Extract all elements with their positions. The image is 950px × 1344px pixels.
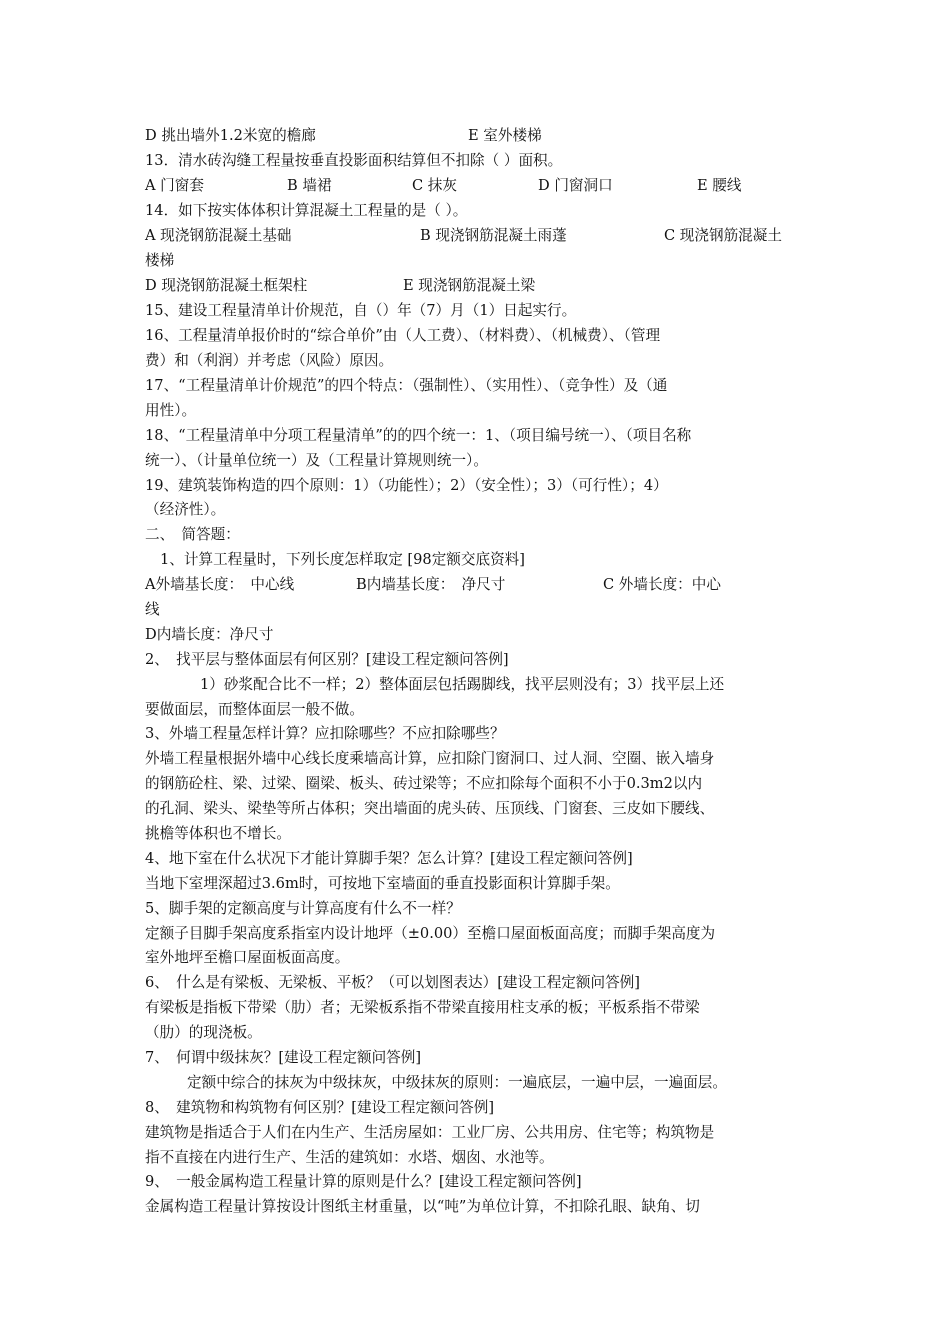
s8-title: 8、 建筑物和构筑物有何区别？[建设工程定额问答例]: [145, 1099, 495, 1116]
s8-answer-line-1: 建筑物是指适合于人们在内生产、生活房屋如：工业厂房、公共用房、住宅等；构筑物是: [145, 1124, 715, 1141]
s2-title: 2、 找平层与整体面层有何区别？[建设工程定额问答例]: [145, 651, 509, 668]
q14-option-e: E 现浇钢筋混凝土梁: [403, 277, 536, 294]
q12-option-e: E 室外楼梯: [468, 127, 542, 144]
s1-option-d: D内墙长度：净尺寸: [145, 626, 274, 643]
s9-title: 9、 一般金属构造工程量计算的原则是什么？[建设工程定额问答例]: [145, 1173, 582, 1190]
s6-answer-line-2: （肋）的现浇板。: [145, 1024, 262, 1041]
q14-stem: 14．如下按实体体积计算混凝土工程量的是（ ）。: [145, 202, 468, 219]
s6-title: 6、 什么是有梁板、无梁板、平板？（可以划图表达）[建设工程定额问答例]: [145, 974, 640, 991]
s5-title: 5、脚手架的定额高度与计算高度有什么不一样？: [145, 900, 461, 917]
q14-option-c: C 现浇钢筋混凝土: [664, 227, 782, 244]
q13-option-e: E 腰线: [697, 177, 742, 194]
s5-answer-line-1: 定额子目脚手架高度系指室内设计地坪（±0.00）至檐口屋面板面高度；而脚手架高度为: [145, 925, 716, 942]
q13-option-a: A 门窗套: [145, 177, 204, 194]
section-title-short-answer: 二、 简答题：: [145, 526, 240, 543]
q19-line-1: 19、建筑装饰构造的四个原则：1）（功能性）；2）（安全性）；3）（可行性）；4）: [145, 477, 668, 494]
s3-title: 3、外墙工程量怎样计算？应扣除哪些？不应扣除哪些？: [145, 725, 505, 742]
s1-option-a: A外墙基长度： 中心线: [145, 576, 295, 593]
s6-answer-line-1: 有梁板是指板下带梁（肋）者；无梁板系指不带梁直接用柱支承的板；平板系指不带梁: [145, 999, 700, 1016]
q13-option-c: C 抹灰: [412, 177, 457, 194]
q16-line-2: 费）和（利润）并考虑（风险）原因。: [145, 352, 394, 369]
s4-title: 4、地下室在什么状况下才能计算脚手架？怎么计算？[建设工程定额问答例]: [145, 850, 633, 867]
s3-answer-line-3: 的孔洞、梁头、梁垫等所占体积；突出墙面的虎头砖、压顶线、门窗套、三皮如下腰线、: [145, 800, 715, 817]
s1-option-c: C 外墙长度：中心: [603, 576, 721, 593]
q13-stem: 13．清水砖沟缝工程量按垂直投影面积结算但不扣除（ ）面积。: [145, 152, 563, 169]
q13-option-d: D 门窗洞口: [538, 177, 613, 194]
q19-line-2: （经济性）。: [145, 501, 226, 518]
s4-answer-line-1: 当地下室埋深超过3.6m时，可按地下室墙面的垂直投影面积计算脚手架。: [145, 875, 620, 892]
q14-option-b: B 现浇钢筋混凝土雨蓬: [420, 227, 567, 244]
q16-line-1: 16、工程量清单报价时的“综合单价”由（人工费）、（材料费）、（机械费）、（管理: [145, 327, 661, 344]
q14-option-a: A 现浇钢筋混凝土基础: [145, 227, 292, 244]
s1-option-b: B内墙基长度： 净尺寸: [356, 576, 506, 593]
q18-line-2: 统一）、（计量单位统一）及（工程量计算规则统一）。: [145, 452, 488, 469]
q17-line-2: 用性）。: [145, 402, 197, 419]
q15-text: 15、建设工程量清单计价规范，自（）年（7）月（1）日起实行。: [145, 302, 577, 319]
q18-line-1: 18、“工程量清单中分项工程量清单”的的四个统一：1、（项目编号统一）、（项目名称: [145, 427, 692, 444]
s8-answer-line-2: 指不直接在内进行生产、生活的建筑如：水塔、烟囱、水池等。: [145, 1149, 554, 1166]
q14-option-c-cont: 楼梯: [145, 252, 175, 269]
s1-option-c-cont: 线: [145, 601, 160, 618]
s1-title: 1、计算工程量时，下列长度怎样取定 [98定额交底资料]: [160, 551, 525, 568]
s7-title: 7、 何谓中级抹灰？[建设工程定额问答例]: [145, 1049, 422, 1066]
q13-option-b: B 墙裙: [287, 177, 332, 194]
s5-answer-line-2: 室外地坪至檐口屋面板面高度。: [145, 949, 350, 966]
q14-option-d: D 现浇钢筋混凝土框架柱: [145, 277, 308, 294]
s2-answer-line-2: 要做面层，而整体面层一般不做。: [145, 701, 364, 718]
q17-line-1: 17、“工程量清单计价规范”的四个特点：（强制性）、（实用性）、（竞争性）及（通: [145, 377, 668, 394]
s3-answer-line-2: 的钢筋砼柱、梁、过梁、圈梁、板头、砖过梁等；不应扣除每个面积不小于0.3m2以内: [145, 775, 703, 792]
s7-answer-line-1: 定额中综合的抹灰为中级抹灰，中级抹灰的原则：一遍底层，一遍中层，一遍面层。: [187, 1074, 727, 1091]
s3-answer-line-1: 外墙工程量根据外墙中心线长度乘墙高计算，应扣除门窗洞口、过人洞、空圈、嵌入墙身: [145, 750, 715, 767]
s9-answer-line-1: 金属构造工程量计算按设计图纸主材重量，以“吨”为单位计算，不扣除孔眼、缺角、切: [145, 1198, 700, 1215]
s3-answer-line-4: 挑檐等体积也不增长。: [145, 825, 291, 842]
s2-answer-line-1: 1）砂浆配合比不一样；2）整体面层包括踢脚线，找平层则没有；3）找平层上还: [200, 676, 725, 693]
q12-option-d: D 挑出墙外1.2米宽的檐廊: [145, 127, 316, 144]
